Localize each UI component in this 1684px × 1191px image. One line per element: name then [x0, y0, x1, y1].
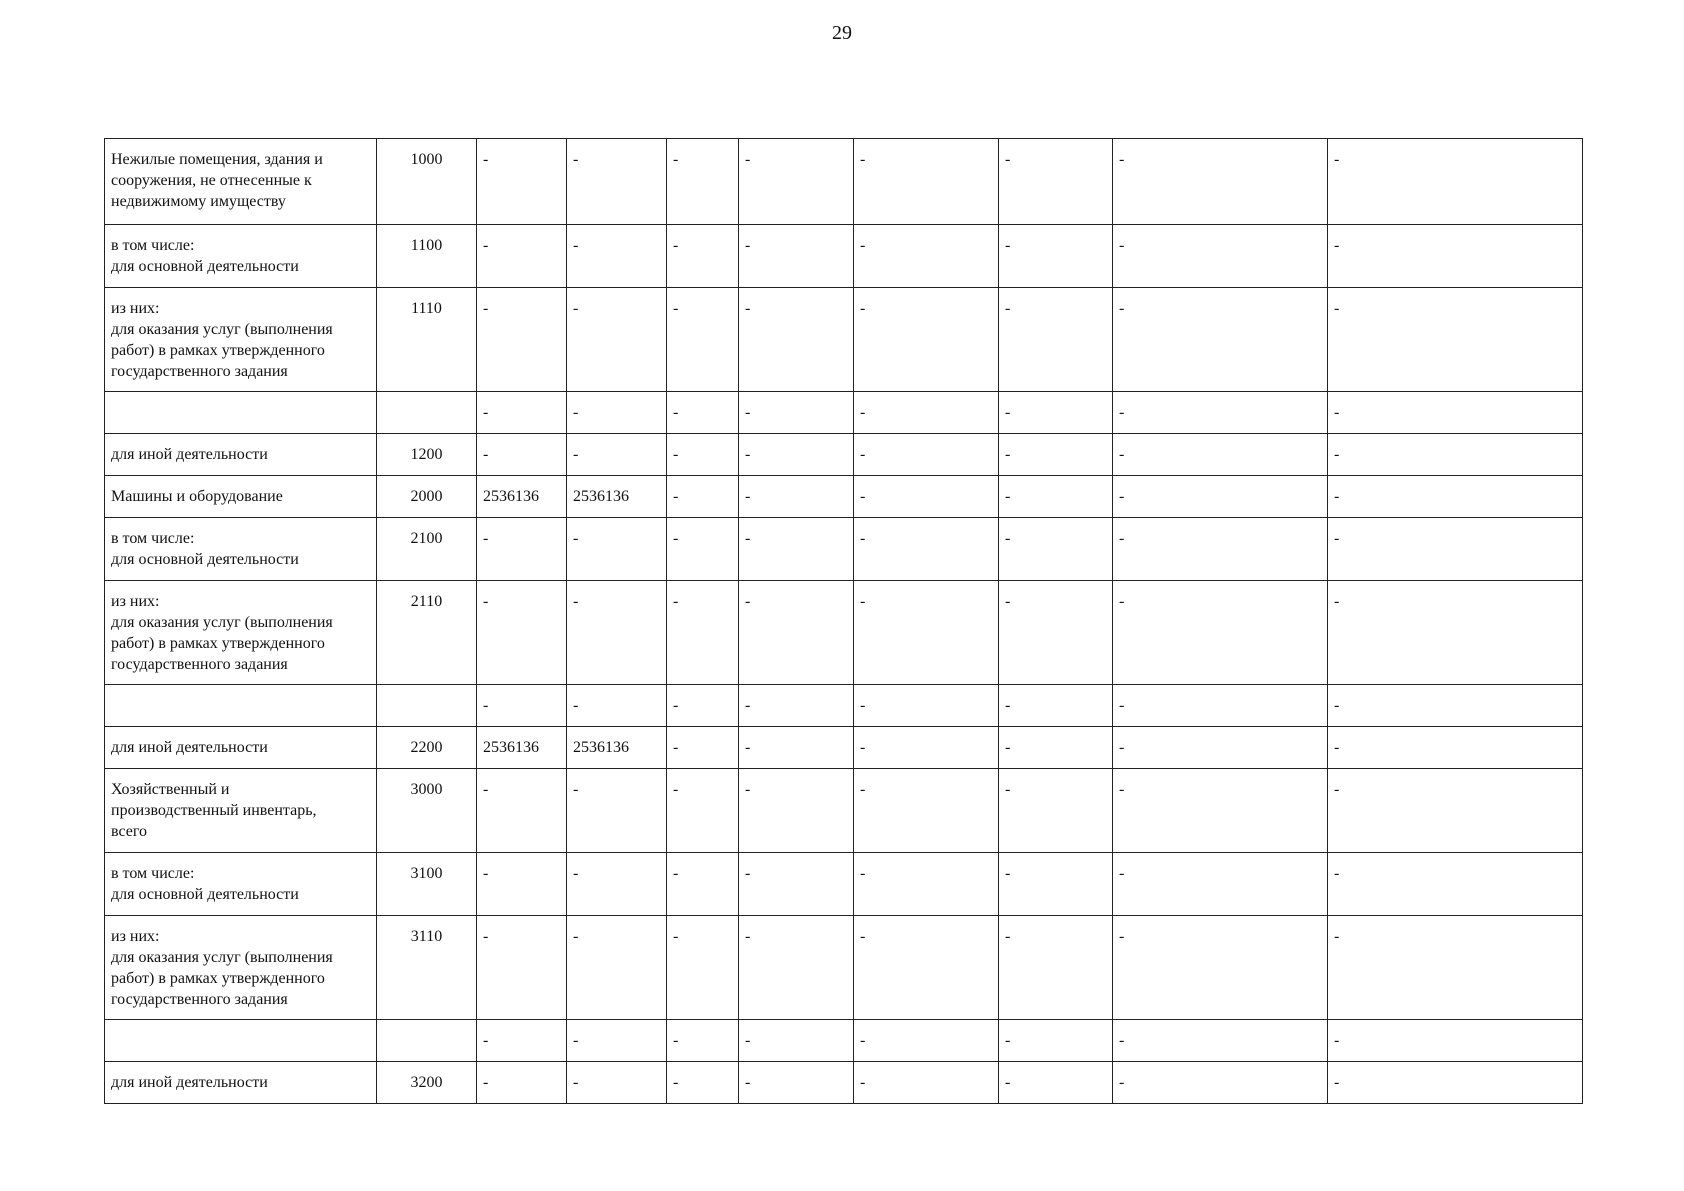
value-cell: - [999, 727, 1113, 769]
value-cell: - [477, 434, 567, 476]
table-row [105, 518, 1583, 581]
value-cell: - [999, 476, 1113, 518]
value-cell: - [567, 916, 667, 1020]
value-cell: - [567, 392, 667, 434]
row-code-cell: 1000 [377, 139, 477, 225]
value-cell: - [854, 225, 999, 288]
value-cell: - [667, 853, 739, 916]
value-cell: - [1113, 434, 1328, 476]
value-cell: - [567, 1020, 667, 1062]
value-cell: - [739, 288, 854, 392]
value-cell: - [739, 916, 854, 1020]
table-row [105, 727, 1583, 769]
value-cell: - [567, 288, 667, 392]
table-row [105, 685, 1583, 727]
row-name-cell: Машины и оборудование [105, 476, 377, 518]
row-name-cell: в том числе: для основной деятельности [105, 225, 377, 288]
value-cell: - [1113, 392, 1328, 434]
value-cell: - [477, 225, 567, 288]
value-cell: - [739, 225, 854, 288]
value-cell: - [739, 581, 854, 685]
value-cell: - [667, 916, 739, 1020]
table-row [105, 392, 1583, 434]
value-cell: - [567, 853, 667, 916]
page-number: 29 [832, 22, 852, 44]
row-code-cell: 1100 [377, 225, 477, 288]
row-name-cell [105, 1020, 377, 1062]
row-code-cell: 2100 [377, 518, 477, 581]
value-cell: - [739, 518, 854, 581]
value-cell: - [477, 288, 567, 392]
value-cell: - [1113, 139, 1328, 225]
value-cell: - [739, 727, 854, 769]
value-cell: - [854, 1020, 999, 1062]
value-cell: - [477, 853, 567, 916]
row-name-cell: из них: для оказания услуг (выполнения работ) в рамках утвержденного государственного задания [105, 916, 377, 1020]
value-cell: - [667, 139, 739, 225]
value-cell: - [667, 727, 739, 769]
row-name-cell [105, 392, 377, 434]
value-cell: - [1328, 139, 1583, 225]
row-code-cell [377, 1020, 477, 1062]
value-cell: - [1113, 769, 1328, 853]
row-name-cell: в том числе: для основной деятельности [105, 853, 377, 916]
value-cell: - [477, 769, 567, 853]
value-cell: - [1328, 288, 1583, 392]
value-cell: - [1328, 1020, 1583, 1062]
value-cell: - [667, 434, 739, 476]
value-cell: 2536136 [477, 727, 567, 769]
table-row [105, 1062, 1583, 1104]
value-cell: - [1113, 288, 1328, 392]
value-cell: - [999, 1062, 1113, 1104]
value-cell: 2536136 [477, 476, 567, 518]
value-cell: - [854, 476, 999, 518]
value-cell: - [477, 916, 567, 1020]
row-code-cell: 1110 [377, 288, 477, 392]
row-name-cell: из них: для оказания услуг (выполнения работ) в рамках утвержденного государственного задания [105, 288, 377, 392]
row-code-cell: 2000 [377, 476, 477, 518]
property-table [104, 138, 1583, 1104]
value-cell: - [739, 685, 854, 727]
row-name-cell: для иной деятельности [105, 1062, 377, 1104]
value-cell: - [1113, 1020, 1328, 1062]
value-cell: - [999, 225, 1113, 288]
row-name-cell: Хозяйственный и производственный инвентарь, всего [105, 769, 377, 853]
value-cell: - [1328, 392, 1583, 434]
value-cell: - [667, 288, 739, 392]
value-cell: - [854, 1062, 999, 1104]
row-code-cell: 1200 [377, 434, 477, 476]
value-cell: - [1328, 1062, 1583, 1104]
row-code-cell: 3000 [377, 769, 477, 853]
row-code-cell: 3200 [377, 1062, 477, 1104]
value-cell: - [567, 769, 667, 853]
table-row [105, 476, 1583, 518]
value-cell: - [667, 476, 739, 518]
value-cell: - [667, 225, 739, 288]
row-code-cell: 3110 [377, 916, 477, 1020]
value-cell: - [854, 581, 999, 685]
value-cell: - [477, 581, 567, 685]
table-row [105, 853, 1583, 916]
value-cell: - [854, 727, 999, 769]
value-cell: - [567, 225, 667, 288]
row-name-cell [105, 685, 377, 727]
value-cell: - [477, 685, 567, 727]
value-cell: - [854, 518, 999, 581]
value-cell: - [999, 288, 1113, 392]
row-code-cell: 2200 [377, 727, 477, 769]
value-cell: - [477, 1062, 567, 1104]
value-cell: - [567, 434, 667, 476]
value-cell: - [1328, 769, 1583, 853]
value-cell: - [1113, 225, 1328, 288]
value-cell: - [739, 476, 854, 518]
value-cell: - [1328, 518, 1583, 581]
value-cell: - [1113, 853, 1328, 916]
value-cell: - [567, 139, 667, 225]
value-cell: - [1328, 853, 1583, 916]
row-name-cell: для иной деятельности [105, 727, 377, 769]
row-code-cell: 2110 [377, 581, 477, 685]
value-cell: - [477, 392, 567, 434]
value-cell: - [1328, 225, 1583, 288]
row-name-cell: из них: для оказания услуг (выполнения работ) в рамках утвержденного государственного задания [105, 581, 377, 685]
value-cell: - [854, 392, 999, 434]
value-cell: - [739, 392, 854, 434]
row-name-cell: для иной деятельности [105, 434, 377, 476]
value-cell: - [567, 1062, 667, 1104]
value-cell: - [999, 392, 1113, 434]
value-cell: - [567, 518, 667, 581]
value-cell: - [667, 1062, 739, 1104]
value-cell: - [1328, 581, 1583, 685]
value-cell: - [1113, 727, 1328, 769]
value-cell: - [999, 518, 1113, 581]
value-cell: - [999, 916, 1113, 1020]
row-code-cell [377, 392, 477, 434]
value-cell: - [854, 853, 999, 916]
table-row [105, 769, 1583, 853]
table-row [105, 434, 1583, 476]
value-cell: - [1113, 916, 1328, 1020]
value-cell: - [477, 139, 567, 225]
value-cell: - [667, 685, 739, 727]
value-cell: - [1113, 1062, 1328, 1104]
value-cell: - [567, 685, 667, 727]
value-cell: - [739, 769, 854, 853]
value-cell: - [667, 769, 739, 853]
value-cell: - [854, 685, 999, 727]
table-row [105, 139, 1583, 225]
value-cell: - [1113, 685, 1328, 727]
table-row [105, 288, 1583, 392]
value-cell: - [999, 853, 1113, 916]
value-cell: - [1328, 916, 1583, 1020]
value-cell: - [1113, 518, 1328, 581]
value-cell: - [999, 434, 1113, 476]
value-cell: - [739, 1062, 854, 1104]
row-name-cell: в том числе: для основной деятельности [105, 518, 377, 581]
table-row [105, 225, 1583, 288]
value-cell: - [854, 769, 999, 853]
value-cell: - [667, 581, 739, 685]
value-cell: 2536136 [567, 727, 667, 769]
row-code-cell: 3100 [377, 853, 477, 916]
value-cell: - [667, 518, 739, 581]
value-cell: - [739, 1020, 854, 1062]
value-cell: - [854, 288, 999, 392]
value-cell: - [999, 139, 1113, 225]
value-cell: - [739, 434, 854, 476]
row-name-cell: Нежилые помещения, здания и сооружения, не отнесенные к недвижимому имуществу [105, 139, 377, 225]
value-cell: 2536136 [567, 476, 667, 518]
value-cell: - [1113, 476, 1328, 518]
value-cell: - [999, 1020, 1113, 1062]
table-row [105, 581, 1583, 685]
value-cell: - [667, 1020, 739, 1062]
table-row [105, 916, 1583, 1020]
value-cell: - [999, 581, 1113, 685]
value-cell: - [999, 769, 1113, 853]
value-cell: - [854, 139, 999, 225]
value-cell: - [999, 685, 1113, 727]
value-cell: - [477, 518, 567, 581]
value-cell: - [1328, 476, 1583, 518]
value-cell: - [477, 1020, 567, 1062]
value-cell: - [567, 581, 667, 685]
value-cell: - [1328, 434, 1583, 476]
value-cell: - [739, 139, 854, 225]
row-code-cell [377, 685, 477, 727]
table-row [105, 1020, 1583, 1062]
value-cell: - [854, 434, 999, 476]
value-cell: - [1328, 685, 1583, 727]
value-cell: - [667, 392, 739, 434]
value-cell: - [854, 916, 999, 1020]
value-cell: - [739, 853, 854, 916]
value-cell: - [1328, 727, 1583, 769]
value-cell: - [1113, 581, 1328, 685]
